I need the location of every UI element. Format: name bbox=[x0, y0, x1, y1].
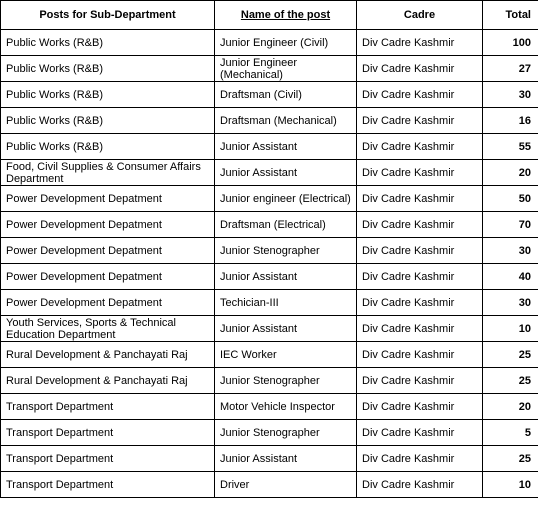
department-cell: Power Development Depatment bbox=[1, 264, 215, 290]
header-total: Total bbox=[483, 1, 538, 30]
cadre-cell: Div Cadre Kashmir bbox=[357, 30, 483, 56]
total-cell: 55 bbox=[483, 134, 538, 160]
post-name-cell: Junior Assistant bbox=[215, 264, 357, 290]
department-cell: Power Development Depatment bbox=[1, 212, 215, 238]
total-cell: 27 bbox=[483, 56, 538, 82]
post-name-cell: Junior Engineer (Mechanical) bbox=[215, 56, 357, 82]
department-cell: Power Development Depatment bbox=[1, 290, 215, 316]
department-cell: Transport Department bbox=[1, 420, 215, 446]
total-cell: 30 bbox=[483, 290, 538, 316]
post-name-cell: IEC Worker bbox=[215, 342, 357, 368]
table-row bbox=[1, 290, 538, 316]
header-post-name: Name of the post bbox=[215, 1, 357, 30]
cadre-cell: Div Cadre Kashmir bbox=[357, 160, 483, 186]
department-cell: Public Works (R&B) bbox=[1, 108, 215, 134]
post-name-cell: Junior Assistant bbox=[215, 134, 357, 160]
table-row bbox=[1, 420, 538, 446]
table-row bbox=[1, 264, 538, 290]
total-cell: 16 bbox=[483, 108, 538, 134]
post-name-cell: Junior Assistant bbox=[215, 160, 357, 186]
cadre-cell: Div Cadre Kashmir bbox=[357, 212, 483, 238]
header-department: Posts for Sub-Department bbox=[1, 1, 215, 30]
cadre-cell: Div Cadre Kashmir bbox=[357, 316, 483, 342]
department-cell: Food, Civil Supplies & Consumer Affairs Department bbox=[1, 160, 215, 186]
post-name-cell: Draftsman (Civil) bbox=[215, 82, 357, 108]
department-cell: Power Development Depatment bbox=[1, 186, 215, 212]
total-cell: 30 bbox=[483, 238, 538, 264]
cadre-cell: Div Cadre Kashmir bbox=[357, 342, 483, 368]
department-cell: Rural Development & Panchayati Raj bbox=[1, 368, 215, 394]
table-row bbox=[1, 108, 538, 134]
cadre-cell: Div Cadre Kashmir bbox=[357, 82, 483, 108]
post-name-cell: Junior Stenographer bbox=[215, 238, 357, 264]
department-cell: Public Works (R&B) bbox=[1, 134, 215, 160]
table-row bbox=[1, 342, 538, 368]
table-row bbox=[1, 82, 538, 108]
total-cell: 20 bbox=[483, 394, 538, 420]
table-row bbox=[1, 368, 538, 394]
cadre-cell: Div Cadre Kashmir bbox=[357, 472, 483, 498]
cadre-cell: Div Cadre Kashmir bbox=[357, 420, 483, 446]
post-name-cell: Junior Engineer (Civil) bbox=[215, 30, 357, 56]
table-row bbox=[1, 160, 538, 186]
department-cell: Public Works (R&B) bbox=[1, 30, 215, 56]
cadre-cell: Div Cadre Kashmir bbox=[357, 238, 483, 264]
total-cell: 10 bbox=[483, 472, 538, 498]
post-name-cell: Junior Stenographer bbox=[215, 368, 357, 394]
department-cell: Rural Development & Panchayati Raj bbox=[1, 342, 215, 368]
total-cell: 20 bbox=[483, 160, 538, 186]
total-cell: 100 bbox=[483, 30, 538, 56]
total-cell: 40 bbox=[483, 264, 538, 290]
department-cell: Transport Department bbox=[1, 394, 215, 420]
table-row bbox=[1, 56, 538, 82]
post-name-cell: Junior Stenographer bbox=[215, 420, 357, 446]
cadre-cell: Div Cadre Kashmir bbox=[357, 290, 483, 316]
table-row bbox=[1, 134, 538, 160]
department-cell: Youth Services, Sports & Technical Education Department bbox=[1, 316, 215, 342]
total-cell: 25 bbox=[483, 446, 538, 472]
total-cell: 25 bbox=[483, 368, 538, 394]
table-row bbox=[1, 212, 538, 238]
cadre-cell: Div Cadre Kashmir bbox=[357, 446, 483, 472]
table-row bbox=[1, 238, 538, 264]
total-cell: 5 bbox=[483, 420, 538, 446]
table-row bbox=[1, 394, 538, 420]
table-row bbox=[1, 186, 538, 212]
cadre-cell: Div Cadre Kashmir bbox=[357, 186, 483, 212]
post-name-cell: Techician-III bbox=[215, 290, 357, 316]
department-cell: Public Works (R&B) bbox=[1, 56, 215, 82]
table-row bbox=[1, 30, 538, 56]
cadre-cell: Div Cadre Kashmir bbox=[357, 134, 483, 160]
total-cell: 70 bbox=[483, 212, 538, 238]
header-cadre: Cadre bbox=[357, 1, 483, 30]
department-cell: Transport Department bbox=[1, 472, 215, 498]
table-row bbox=[1, 446, 538, 472]
table-row bbox=[1, 472, 538, 498]
department-cell: Power Development Depatment bbox=[1, 238, 215, 264]
post-name-cell: Junior Assistant bbox=[215, 316, 357, 342]
post-name-cell: Driver bbox=[215, 472, 357, 498]
table-row bbox=[1, 316, 538, 342]
department-cell: Transport Department bbox=[1, 446, 215, 472]
total-cell: 25 bbox=[483, 342, 538, 368]
cadre-cell: Div Cadre Kashmir bbox=[357, 368, 483, 394]
post-name-cell: Motor Vehicle Inspector bbox=[215, 394, 357, 420]
cadre-cell: Div Cadre Kashmir bbox=[357, 108, 483, 134]
header-row bbox=[1, 1, 538, 30]
cadre-cell: Div Cadre Kashmir bbox=[357, 56, 483, 82]
cadre-cell: Div Cadre Kashmir bbox=[357, 394, 483, 420]
total-cell: 10 bbox=[483, 316, 538, 342]
post-name-cell: Junior Assistant bbox=[215, 446, 357, 472]
total-cell: 50 bbox=[483, 186, 538, 212]
cadre-cell: Div Cadre Kashmir bbox=[357, 264, 483, 290]
post-name-cell: Junior engineer (Electrical) bbox=[215, 186, 357, 212]
post-name-cell: Draftsman (Mechanical) bbox=[215, 108, 357, 134]
total-cell: 30 bbox=[483, 82, 538, 108]
table-body bbox=[1, 30, 538, 498]
post-name-cell: Draftsman (Electrical) bbox=[215, 212, 357, 238]
department-cell: Public Works (R&B) bbox=[1, 82, 215, 108]
